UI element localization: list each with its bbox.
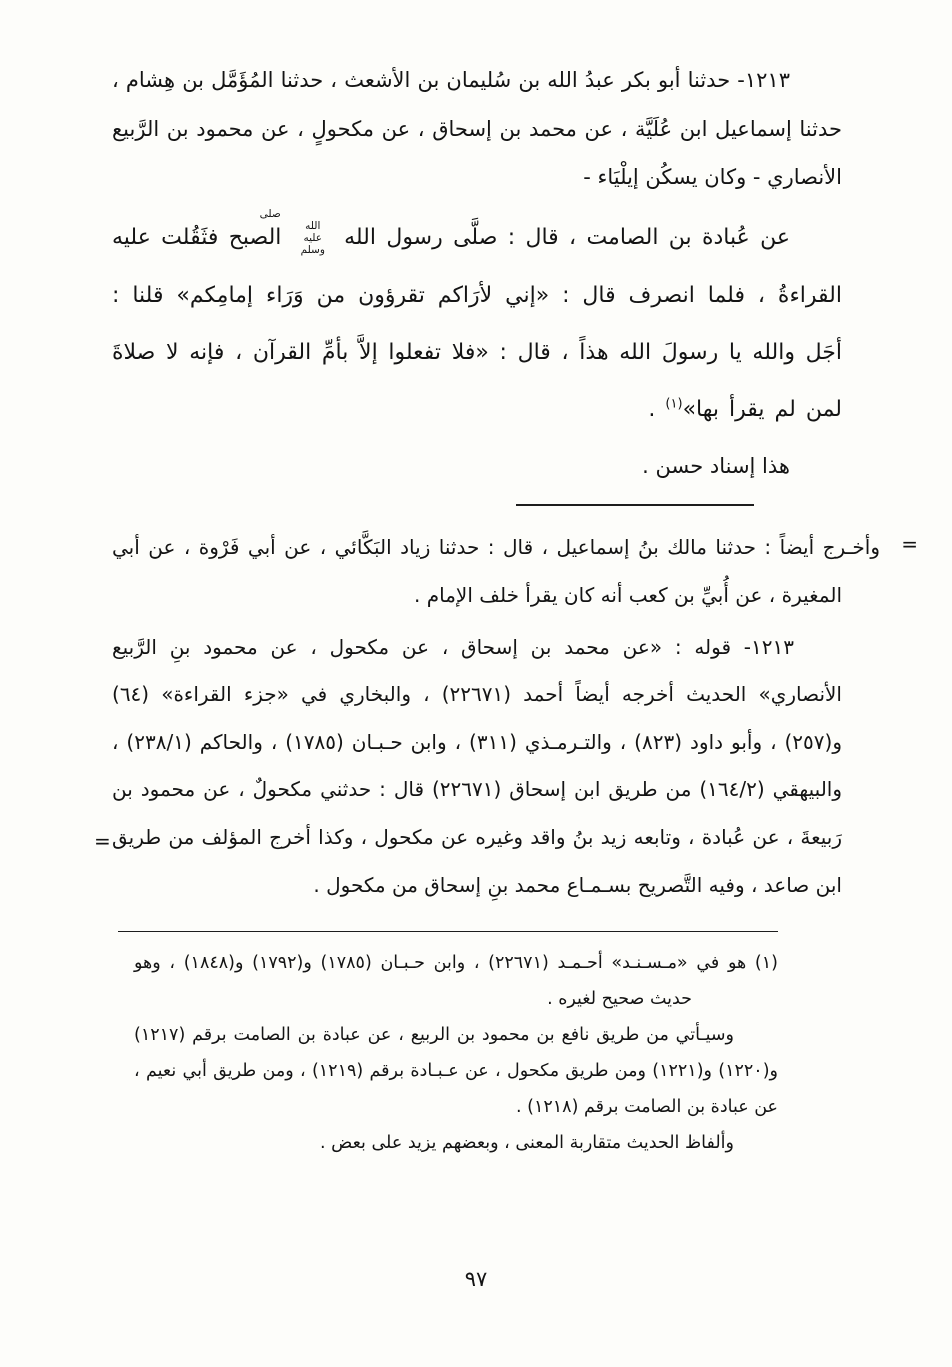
hadith-isnad-paragraph: ١٢١٣- حدثنا أبو بكر عبدُ الله بن سُليمان بن الأشعث ، حدثنا المُؤَمَّل بن هِشام ، حدثنا إسماعيل ابن عُلَيَّة ، عن محمد بن إسحاق ، عن مكحولٍ ، عن محمود بن الرَّبيع الأنصاري - وكان يسكُن إيلْيَاء - <box>112 68 842 190</box>
continuation-marker-start: = <box>901 532 918 557</box>
matn-end-punctuation: . <box>648 396 666 422</box>
commentary-section <box>94 524 918 909</box>
salawat-honorific-symbol: صلى الله عليه وسلم <box>259 208 325 257</box>
footnotes-section <box>134 946 778 1161</box>
isnad-grade-line: هذا إسناد حسن . <box>642 454 790 479</box>
page-number: ٩٧ <box>464 1267 488 1291</box>
footnote-1 <box>134 946 778 1018</box>
footnote-1-continuation-b: وألفاظ الحديث متقاربة المعنى ، وبعضهم يزيد على بعض . <box>320 1132 734 1153</box>
matn-text-before: عن عُبادة بن الصامت ، قال : صلَّى رسول الله <box>333 225 790 251</box>
footnote-1-continuation-a: وسيـأتي من طريق نافع بن محمود بن الربيع ، عن عبادة بن الصامت برقم (١٢١٧) و(١٢٢٠) و(١٢٢١) ومن طريق مكحول ، عن عـبـادة برقم (١٢١٩) ، ومن طريق أبي نعيم ، عن عبادة بن الصامت برقم (١٢١٨) . <box>134 1024 778 1117</box>
page-content <box>94 56 918 1161</box>
footnote-1-marker: (١) <box>754 953 778 974</box>
commentary-separator-rule <box>516 504 754 506</box>
footnote-reference-1: (١) <box>665 396 683 412</box>
footnote-separator-rule <box>118 931 778 932</box>
commentary-paragraph-takhrij: وأخـرج أيضاً : حدثنا مالك بنُ إسماعيل ، قال : حدثنا زياد البَكَّائي ، عن أبي فَرْوة ، عن أبي المغيرة ، عن أُبيِّ بن كعب أنه كان يقرأ خلف الإمام . <box>112 535 880 607</box>
footnote-1-text: هو في «مـسـنـد» أحـمـد (٢٢٦٧١) ، وابن حـبـان (١٧٨٥) و(١٧٩٢) و(١٨٤٨) ، وهو حديث صحيح لغيره . <box>134 953 747 1010</box>
continuation-marker-end: = <box>94 829 111 854</box>
hadith-matn-paragraph <box>112 208 842 438</box>
commentary-paragraph-hadith-1213: ١٢١٣- قوله : «عن محمد بن إسحاق ، عن مكحول ، عن محمود بنِ الرَّبيع الأنصاري» الحديث أخرجه أيضاً أحمد (٢٢٦٧١) ، والبخاري في «جزء القراءة» (٦٤) و(٢٥٧) ، وأبو داود (٨٢٣) ، والتـرمـذي (٣١١) ، وابن حـبـان (١٧٨٥) ، والحاكم (٢٣٨/١) ، والبيهقي (١٦٤/٢) من طريق ابن إسحاق (٢٢٦٧١) قال : حدثني مكحولٌ ، عن محمود بن رَبيعةَ ، عن عُبادة ، وتابعه زيد بنُ واقد وغيره عن مكحول ، وكذا أخرج المؤلف من طريق ابن صاعد ، وفيه التَّصريح بسـمـاع محمد بنِ إسحاق من مكحول . <box>112 634 843 897</box>
matn-text-after: الصبح فثَقُلت عليه القراءةُ ، فلما انصرف قال : «إني لأرَاكم تقرؤون من وَرَاء إمامِكم» قلنا : أجَل والله يا رسولَ الله هذاً ، قال : «فلا تفعلوا إلاَّ بأمِّ القرآن ، فإنه لا صلاةَ لمن لم يقرأ بها» <box>112 225 842 422</box>
